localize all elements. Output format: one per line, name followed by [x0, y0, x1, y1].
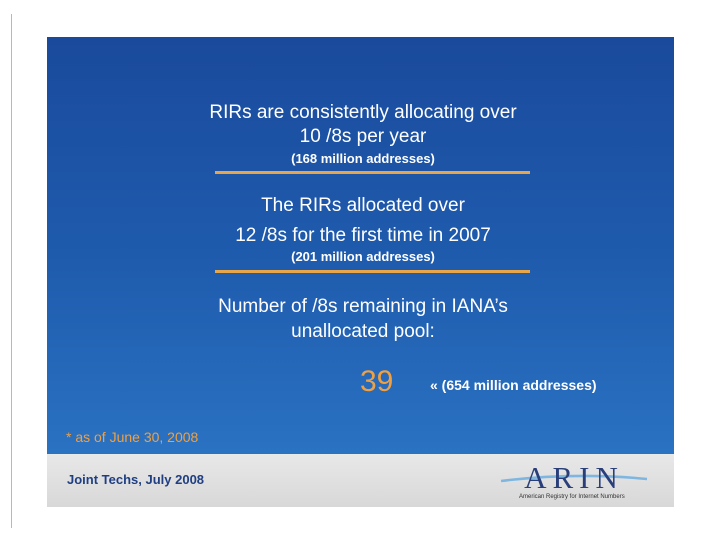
remaining-count-note: « (654 million addresses): [430, 377, 597, 393]
statement-1-note: (168 million addresses): [291, 151, 435, 166]
statement-3-line-1: Number of /8s remaining in IANA’s: [218, 296, 508, 317]
statement-1-line-2: 10 /8s per year: [299, 126, 427, 147]
logo-subtitle: American Registry for Internet Numbers: [519, 494, 625, 500]
statement-2-line-1: The RIRs allocated over: [261, 195, 465, 216]
statement-2-note: (201 million addresses): [291, 249, 435, 264]
logo-wordmark: ARIN: [524, 460, 624, 495]
divider-2: [215, 270, 530, 273]
remaining-count: 39: [360, 365, 394, 398]
slide-footer: [47, 454, 674, 507]
divider-1: [215, 171, 530, 174]
as-of-date: * as of June 30, 2008: [66, 429, 199, 445]
presentation-slide: [47, 37, 674, 507]
statement-1-line-1: RIRs are consistently allocating over: [209, 102, 517, 123]
statement-2-line-2: 12 /8s for the first time in 2007: [235, 225, 491, 246]
event-label: Joint Techs, July 2008: [67, 472, 205, 487]
page-edge-line: [11, 14, 12, 528]
arin-logo: [499, 462, 649, 502]
statement-3-line-2: unallocated pool:: [291, 321, 435, 342]
